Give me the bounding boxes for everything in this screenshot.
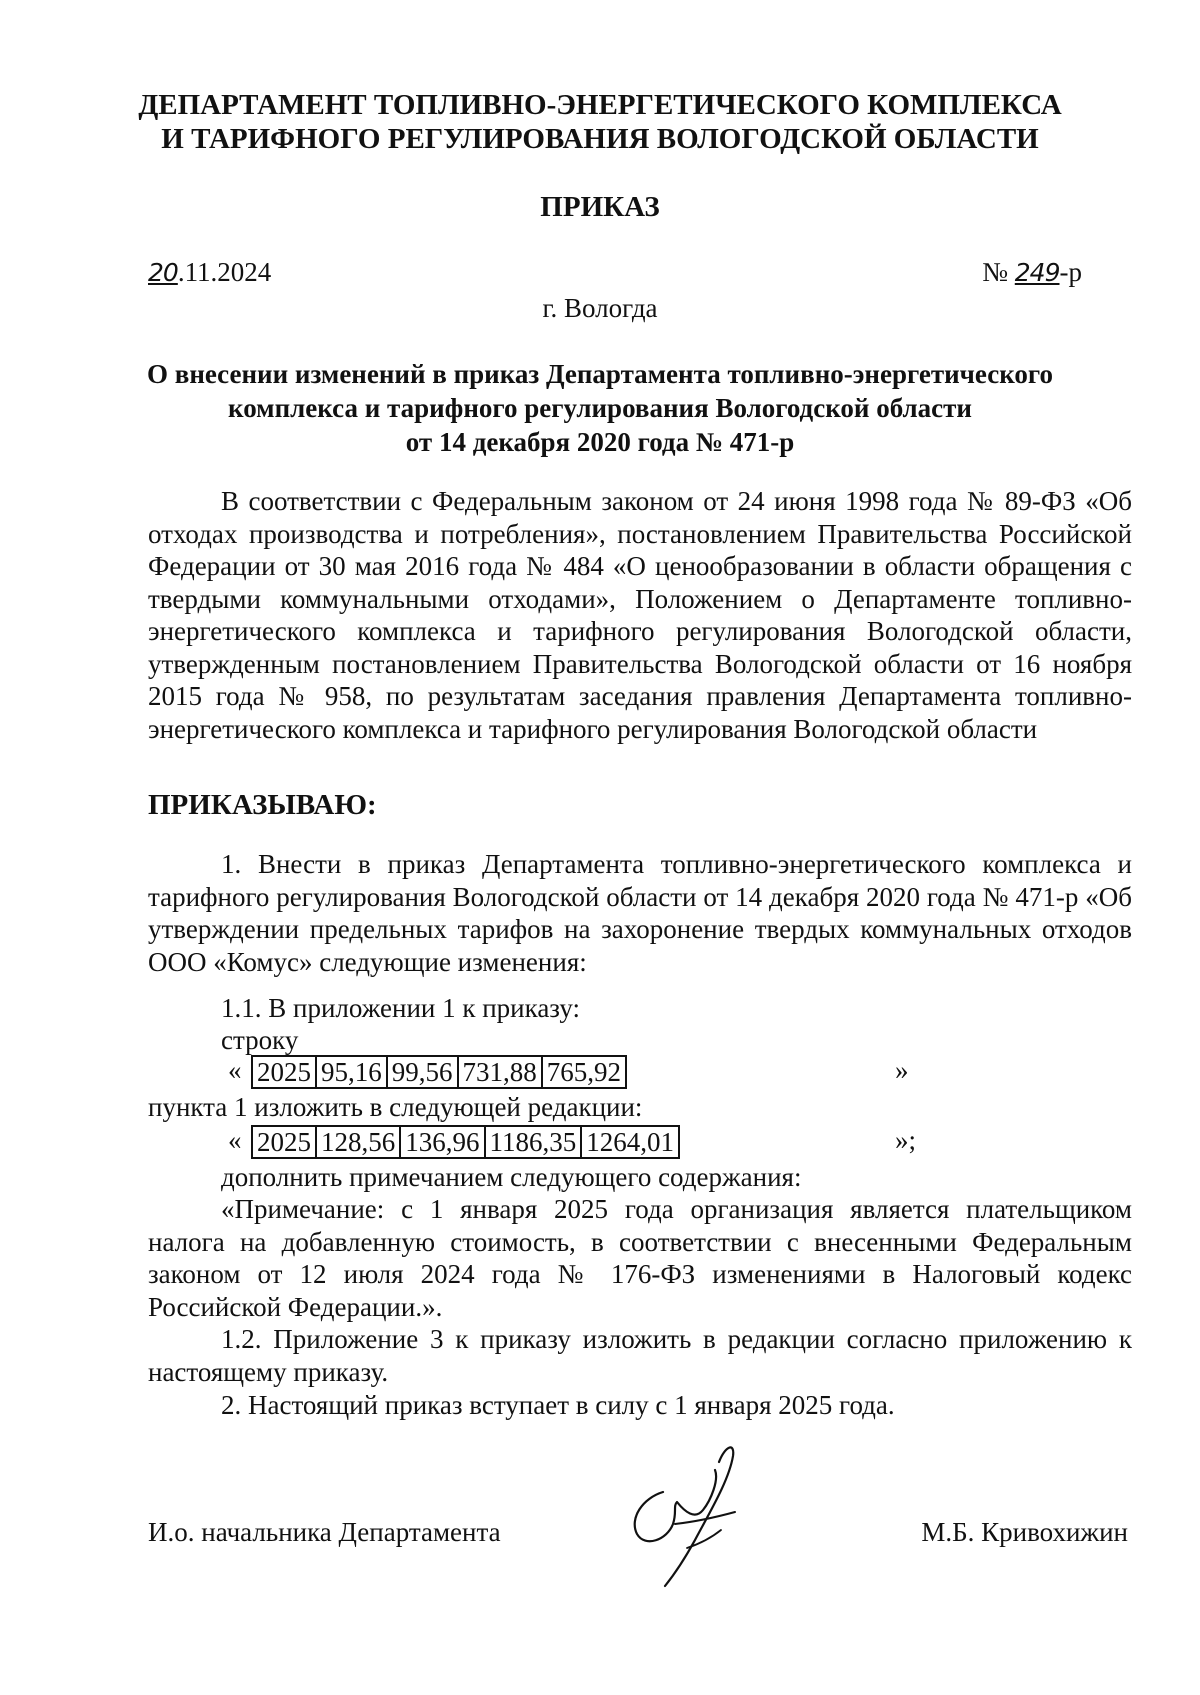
- new-row-cell: 1264,01: [581, 1126, 679, 1158]
- item-1: 1. Внести в приказ Департамента топливно-энергетического комплекса и тарифного регулирования Вологодской области от 14 декабря 2020 года № 471-р «Об утверждении предельных тарифов на захоронение твердых коммунальных отходов ООО «Комус» следующие изменения:: [148, 849, 1132, 977]
- add-note-intro: дополнить примечанием следующего содержания:: [221, 1162, 802, 1192]
- orders-word: ПРИКАЗЫВАЮ:: [148, 789, 377, 821]
- old-row-cell: 99,56: [387, 1056, 458, 1088]
- date-day-handwritten: 20: [148, 258, 178, 287]
- handwritten-signature: [615, 1440, 765, 1590]
- number-suffix: -р: [1059, 257, 1082, 287]
- new-row-cell: 2025: [252, 1126, 316, 1158]
- new-row-close-quote: »;: [895, 1125, 917, 1155]
- new-row-cell: 128,56: [316, 1126, 400, 1158]
- date-month-year: .11.2024: [177, 257, 272, 287]
- old-row-cell: 95,16: [316, 1056, 387, 1088]
- order-number: [982, 257, 1082, 289]
- order-subject: [0, 357, 1200, 459]
- table-row: [252, 1056, 626, 1088]
- new-row-cell: 1186,35: [485, 1126, 582, 1158]
- department-header: [0, 88, 1200, 156]
- city: г. Вологда: [542, 293, 658, 323]
- department-line-2: И ТАРИФНОГО РЕГУЛИРОВАНИЯ ВОЛОГОДСКОЙ ОБЛАСТИ: [161, 123, 1039, 155]
- punkt-text: пункта 1 изложить в следующей редакции:: [148, 1092, 643, 1122]
- row-intro: строку: [221, 1025, 299, 1055]
- basis-paragraph: В соответствии с Федеральным законом от 24 июня 1998 года № 89-ФЗ «Об отходах производства и потребления», постановлением Правительства Российской Федерации от 30 мая 2016 года № 484 «О ценообразовании в области обращения с твердыми коммунальными отходами», Положением о Департаменте топливно-энергетического комплекса и тарифного регулирования Вологодской области, утвержденным постановлением Правительства Вологодской области от 16 ноября 2015 года № 958, по результатам заседания правления Департамента топливно-энергетического комплекса и тарифного регулирования Вологодской области: [148, 486, 1132, 744]
- old-row-cell: 731,88: [458, 1056, 542, 1088]
- item-1-1: 1.1. В приложении 1 к приказу:: [221, 993, 581, 1023]
- number-handwritten: 249: [1014, 258, 1060, 287]
- old-row-cell: 2025: [252, 1056, 316, 1088]
- signatory-name: М.Б. Кривохижин: [921, 1517, 1128, 1547]
- subject-line-2: комплекса и тарифного регулирования Вологодской области: [228, 393, 972, 423]
- item-1-2: 1.2. Приложение 3 к приказу изложить в редакции согласно приложению к настоящему приказу.: [148, 1324, 1132, 1387]
- document-type-title: ПРИКАЗ: [540, 191, 660, 223]
- table-row: [252, 1126, 679, 1158]
- old-row-table: [251, 1055, 627, 1089]
- number-sign: №: [982, 257, 1009, 287]
- item-2: 2. Настоящий приказ вступает в силу с 1 января 2025 года.: [221, 1390, 895, 1420]
- old-row-close-quote: »: [895, 1055, 909, 1085]
- signatory-position: И.о. начальника Департамента: [148, 1517, 501, 1547]
- department-line-1: ДЕПАРТАМЕНТ ТОПЛИВНО-ЭНЕРГЕТИЧЕСКОГО КОМПЛЕКСА: [138, 89, 1062, 121]
- old-row-open-quote: «: [228, 1055, 242, 1085]
- new-row-table: [251, 1125, 680, 1159]
- order-date: [148, 257, 271, 289]
- new-row-cell: 136,96: [400, 1126, 484, 1158]
- new-row-open-quote: «: [228, 1125, 242, 1155]
- note-paragraph: «Примечание: с 1 января 2025 года организация является плательщиком налога на добавленную стоимость, в соответствии с внесенными Федеральным законом от 12 июля 2024 года № 176-ФЗ изменениями в Налоговый кодекс Российской Федерации.».: [148, 1194, 1132, 1322]
- old-row-cell: 765,92: [542, 1056, 626, 1088]
- subject-line-3: от 14 декабря 2020 года № 471-р: [405, 427, 795, 457]
- subject-line-1: О внесении изменений в приказ Департамента топливно-энергетического: [146, 359, 1053, 389]
